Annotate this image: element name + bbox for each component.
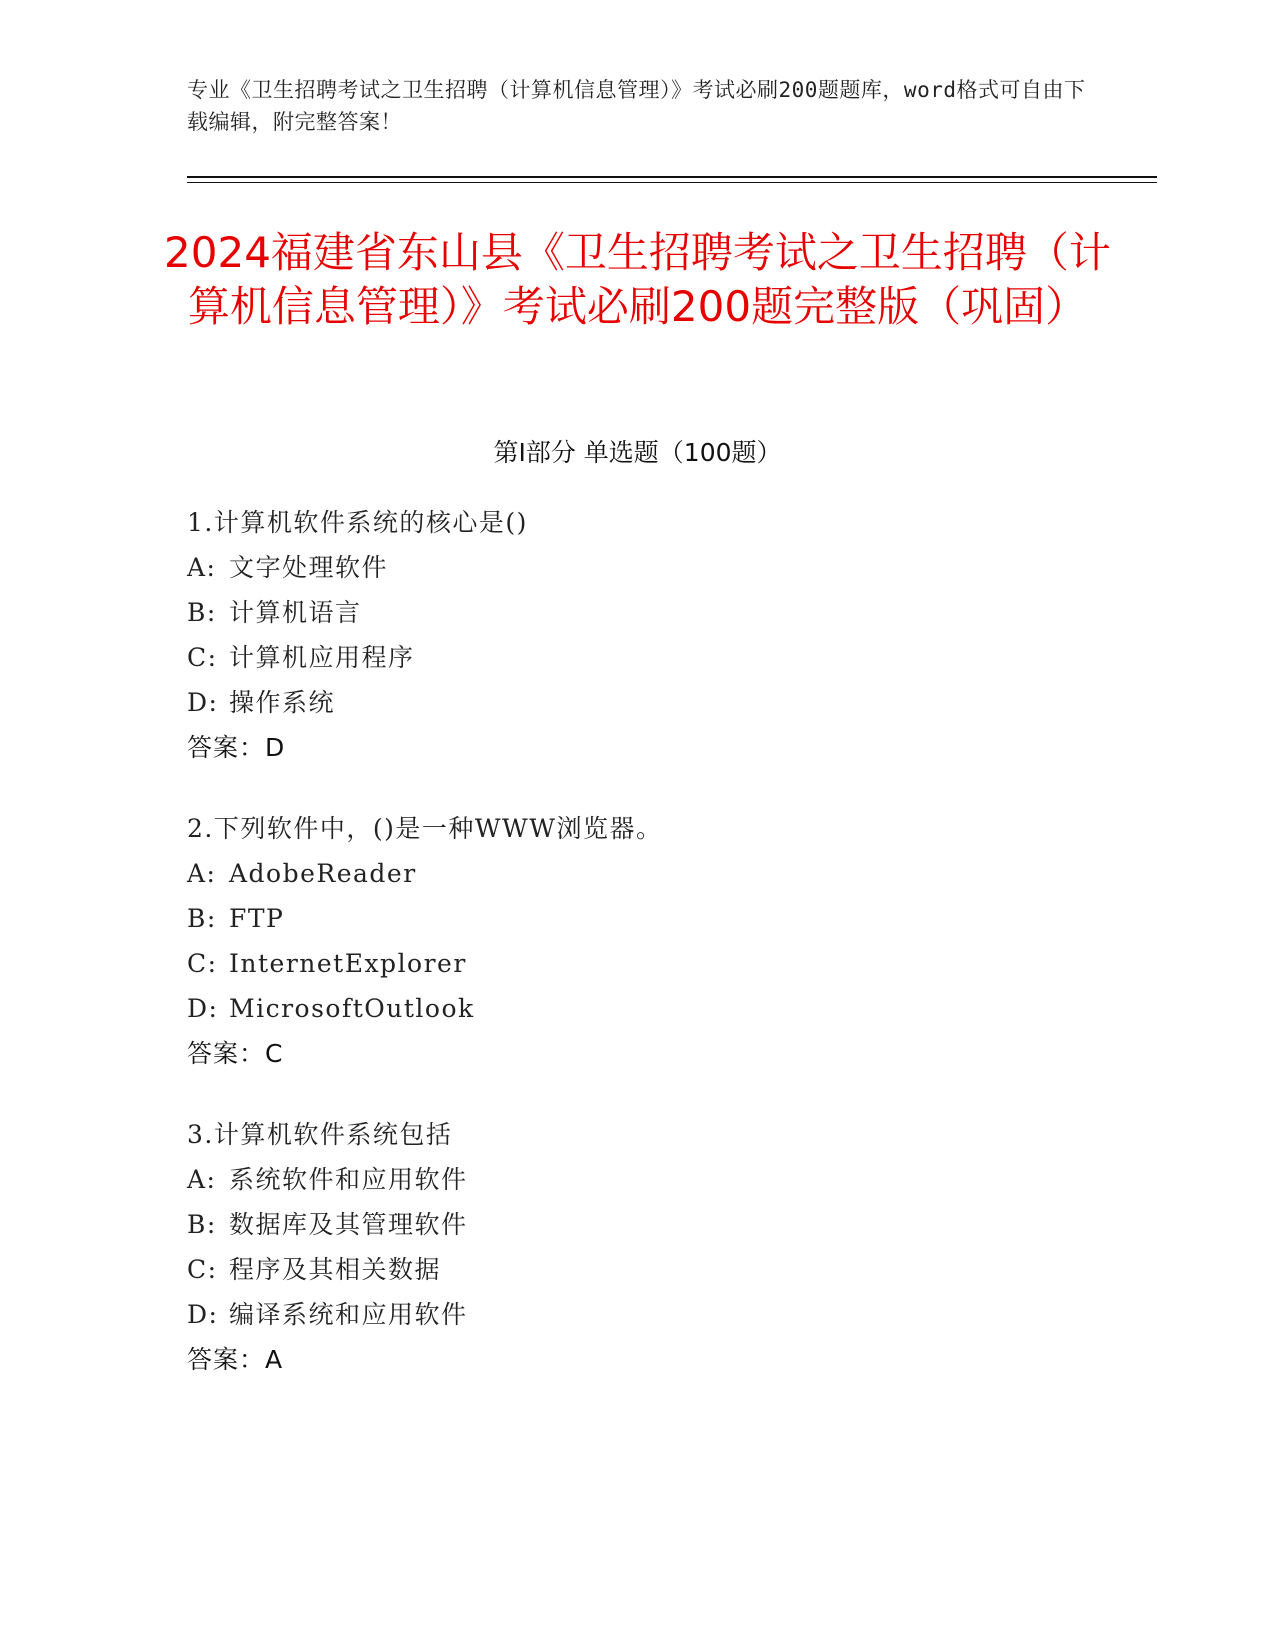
option-text: AdobeReader	[229, 859, 417, 888]
option-letter: D:	[187, 688, 219, 717]
answer-line: 答案：C	[187, 1039, 284, 1068]
question-stem: 3.计算机软件系统包括	[187, 1120, 453, 1149]
option-letter: D:	[187, 1300, 219, 1329]
option-letter: A:	[187, 553, 217, 582]
option-text: MicrosoftOutlook	[229, 994, 475, 1023]
question-1	[187, 500, 1137, 770]
option-text: 系统软件和应用软件	[229, 1165, 468, 1194]
option-text: 文字处理软件	[229, 553, 389, 582]
option-c	[187, 941, 1137, 986]
header-divider-thin	[187, 182, 1157, 183]
option-text: 操作系统	[229, 688, 336, 717]
option-a	[187, 851, 1137, 896]
option-text: 计算机应用程序	[229, 643, 415, 672]
question-stem: 2.下列软件中，()是一种WWW浏览器。	[187, 814, 663, 843]
option-b	[187, 896, 1137, 941]
header-note: 专业《卫生招聘考试之卫生招聘（计算机信息管理）》考试必刷200题题库，word格式可自由下载编辑，附完整答案！	[187, 78, 1086, 134]
option-text: 编译系统和应用软件	[229, 1300, 468, 1329]
answer-line: 答案：D	[187, 733, 286, 762]
option-text: 数据库及其管理软件	[229, 1210, 468, 1239]
option-d	[187, 1292, 1137, 1337]
option-letter: C:	[187, 949, 218, 978]
option-b	[187, 1202, 1137, 1247]
section-title: 第I部分 单选题（100题）	[493, 438, 782, 467]
option-letter: B:	[187, 904, 217, 933]
option-letter: D:	[187, 994, 219, 1023]
option-a	[187, 545, 1137, 590]
option-letter: B:	[187, 598, 217, 627]
header-divider-thick	[187, 176, 1157, 178]
option-text: 程序及其相关数据	[229, 1255, 442, 1284]
question-stem: 1.计算机软件系统的核心是()	[187, 508, 528, 537]
answer-line: 答案：A	[187, 1345, 284, 1374]
option-b	[187, 590, 1137, 635]
option-letter: C:	[187, 1255, 218, 1284]
option-letter: A:	[187, 859, 217, 888]
option-letter: C:	[187, 643, 218, 672]
option-letter: B:	[187, 1210, 217, 1239]
option-d	[187, 986, 1137, 1031]
document-title: 2024福建省东山县《卫生招聘考试之卫生招聘（计算机信息管理）》考试必刷200题完整版（巩固）	[164, 228, 1111, 331]
option-text: FTP	[229, 904, 285, 933]
option-a	[187, 1157, 1137, 1202]
option-text: InternetExplorer	[229, 949, 467, 978]
question-3	[187, 1112, 1137, 1382]
option-c	[187, 1247, 1137, 1292]
option-text: 计算机语言	[229, 598, 362, 627]
question-2	[187, 806, 1137, 1076]
option-d	[187, 680, 1137, 725]
option-letter: A:	[187, 1165, 217, 1194]
option-c	[187, 635, 1137, 680]
